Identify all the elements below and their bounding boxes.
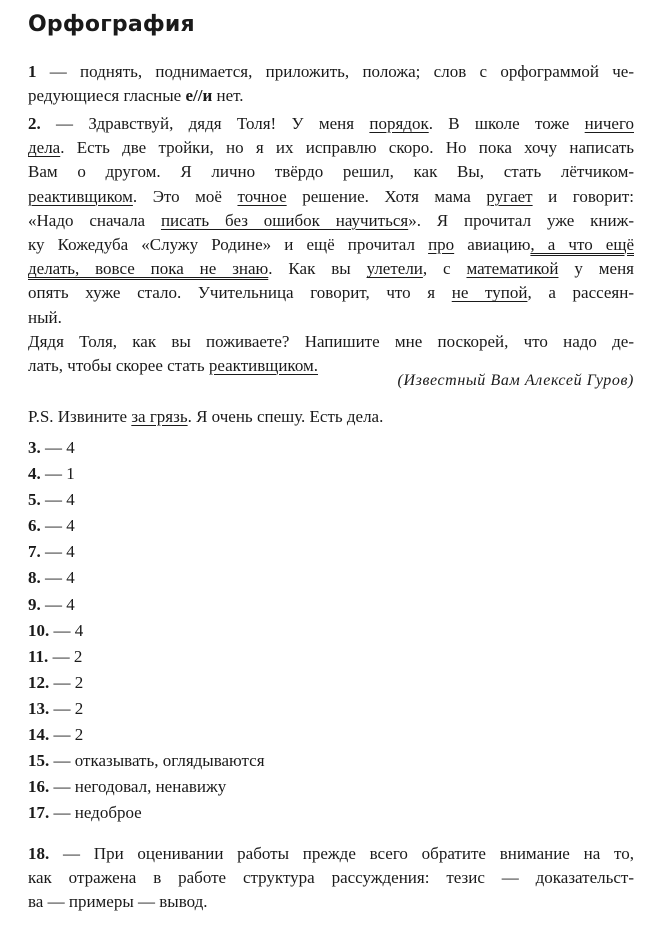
answer-number: 10.: [28, 620, 50, 640]
answer-number: 1: [28, 62, 37, 81]
answer-number: 15.: [28, 751, 50, 771]
letter-line: [28, 257, 634, 281]
double-underlined-phrase: , а что ещё: [530, 235, 634, 255]
page-title: Орфография: [28, 12, 195, 37]
answer-value: — 2: [49, 698, 84, 718]
answer-value: — 4: [49, 620, 84, 640]
letter-text: . Как вы: [268, 259, 367, 279]
letter-text: авиацию: [454, 235, 531, 255]
underlined-word: порядок: [369, 114, 429, 133]
underlined-word: про: [428, 235, 455, 255]
underlined-word: не тупой: [451, 283, 528, 303]
answer-number: 4.: [28, 464, 41, 484]
letter-line: [28, 233, 634, 257]
answer-value: — 1: [40, 464, 75, 484]
answer-number: 7.: [28, 542, 41, 562]
answer-number: 16.: [28, 777, 50, 797]
answer-item: [28, 722, 265, 748]
underlined-word: математикой: [466, 259, 559, 279]
letter-text: лать, чтобы скорее стать: [28, 356, 209, 376]
answer-text: — При оценивании работы прежде всего обратите внимание на то,: [49, 844, 634, 863]
answer-text: — поднять, поднимается, приложить, положа; слов с орфограммой че-: [36, 62, 634, 81]
postscript-line: [28, 405, 634, 429]
letter-text: ». Я прочитал уже книж-: [408, 210, 634, 230]
answer-value: — негодовал, ненавижу: [49, 777, 227, 797]
letter-line: [28, 112, 634, 136]
underlined-phrase: писать без ошибок научиться: [160, 210, 409, 230]
answer-number: 8.: [28, 568, 41, 588]
letter-line: [28, 306, 634, 330]
answer-1-line: [28, 84, 634, 108]
answer-18-line: [28, 842, 634, 866]
answer-item: [28, 592, 265, 618]
answer-item: [28, 539, 265, 565]
answer-item: [28, 618, 265, 644]
underlined-word: дела: [28, 138, 61, 158]
answer-value: — 4: [40, 542, 75, 562]
answer-text: редующиеся гласные: [28, 86, 186, 106]
letter-line: [28, 185, 634, 209]
answer-18: [28, 842, 634, 915]
answer-item: [28, 565, 265, 591]
answer-item: [28, 774, 265, 800]
answer-value: — 2: [49, 672, 84, 692]
postscript-text: P.S. Извините: [28, 407, 132, 426]
answer-value: — 4: [40, 490, 75, 510]
bold-term: е//и: [185, 86, 213, 106]
answer-value: — 4: [40, 516, 75, 536]
letter-text: опять хуже стало. Учительница говорит, что я: [28, 283, 452, 303]
letter-text: — Здравствуй, дядя Толя! У меня: [40, 114, 370, 133]
answer-number: 13.: [28, 698, 50, 718]
letter-text: ку Кожедуба «Служу Родине» и ещё прочитал: [28, 235, 429, 255]
answer-item: [28, 435, 265, 461]
answer-item: [28, 513, 265, 539]
postscript-text: . Я очень спешу. Есть дела.: [187, 407, 384, 426]
answer-number: 6.: [28, 516, 41, 536]
letter-text: . В школе тоже: [428, 114, 585, 133]
answer-number: 3.: [28, 438, 41, 457]
answer-text: ва — примеры — вывод.: [28, 892, 208, 912]
answer-item: [28, 800, 265, 826]
answer-number: 18.: [28, 844, 50, 863]
answer-item: [28, 487, 265, 513]
underlined-word: реактивщиком: [28, 186, 133, 206]
answer-item: [28, 461, 265, 487]
short-answers-list: [28, 435, 265, 826]
answer-value: — 2: [49, 725, 84, 745]
letter-text: решение. Хотя мама: [286, 186, 487, 206]
answer-item: [28, 670, 265, 696]
answer-value: — отказывать, оглядываются: [49, 751, 265, 771]
answer-item: [28, 644, 265, 670]
letter-line: [28, 281, 634, 305]
letter-text: у меня: [558, 259, 634, 279]
postscript: [28, 405, 634, 429]
answer-item: [28, 748, 265, 774]
answer-value: — 2: [48, 646, 83, 666]
letter-line: [28, 330, 634, 354]
answer-number: 5.: [28, 490, 41, 510]
answer-number: 12.: [28, 672, 50, 692]
underlined-word: ничего: [584, 114, 634, 133]
answer-18-line: [28, 866, 634, 890]
answer-text: нет.: [212, 86, 244, 106]
letter-text: и говорит:: [532, 186, 634, 206]
double-underlined-phrase: делать, вовсе пока не знаю: [28, 259, 269, 279]
underlined-word: улетели: [366, 259, 423, 279]
answer-1-line: [28, 60, 634, 84]
answer-item: [28, 696, 265, 722]
letter-text: . Есть две тройки, но я их исправлю скоро. Но пока хочу написать: [60, 138, 634, 158]
letter-line: [28, 136, 634, 160]
answer-2-letter: [28, 112, 634, 378]
answer-18-line: [28, 890, 634, 914]
answer-number: 11.: [28, 646, 49, 666]
letter-line: [28, 160, 634, 184]
underlined-word: реактивщиком.: [208, 356, 319, 376]
underlined-word: за грязь: [131, 407, 188, 426]
letter-text: «Надо сначала: [28, 210, 161, 230]
answer-number: 2.: [28, 114, 41, 133]
letter-text: , с: [422, 259, 467, 279]
underlined-word: точное: [237, 186, 287, 206]
answer-value: — недоброе: [49, 803, 142, 823]
letter-text: Вам о другом. Я лично твёрдо решил, как Вы, стать лётчиком-: [28, 162, 634, 182]
letter-text: , а рассеян-: [527, 283, 635, 303]
answer-value: — 4: [40, 568, 75, 588]
underlined-word: ругает: [486, 186, 533, 206]
answer-1: [28, 60, 634, 108]
answer-number: 14.: [28, 725, 50, 745]
answer-value: — 4: [40, 438, 75, 457]
letter-text: . Это моё: [132, 186, 238, 206]
answer-number: 17.: [28, 803, 50, 823]
answer-text: как отражена в работе структура рассуждения: тезис — доказательст-: [28, 868, 634, 888]
letter-text: Дядя Толя, как вы поживаете? Напишите мне поскорей, что надо де-: [28, 331, 634, 351]
letter-signature: (Известный Вам Алексей Гуров): [397, 372, 634, 389]
letter-line: [28, 209, 634, 233]
answer-number: 9.: [28, 594, 41, 614]
answer-value: — 4: [40, 594, 75, 614]
letter-text: ный.: [28, 307, 62, 327]
